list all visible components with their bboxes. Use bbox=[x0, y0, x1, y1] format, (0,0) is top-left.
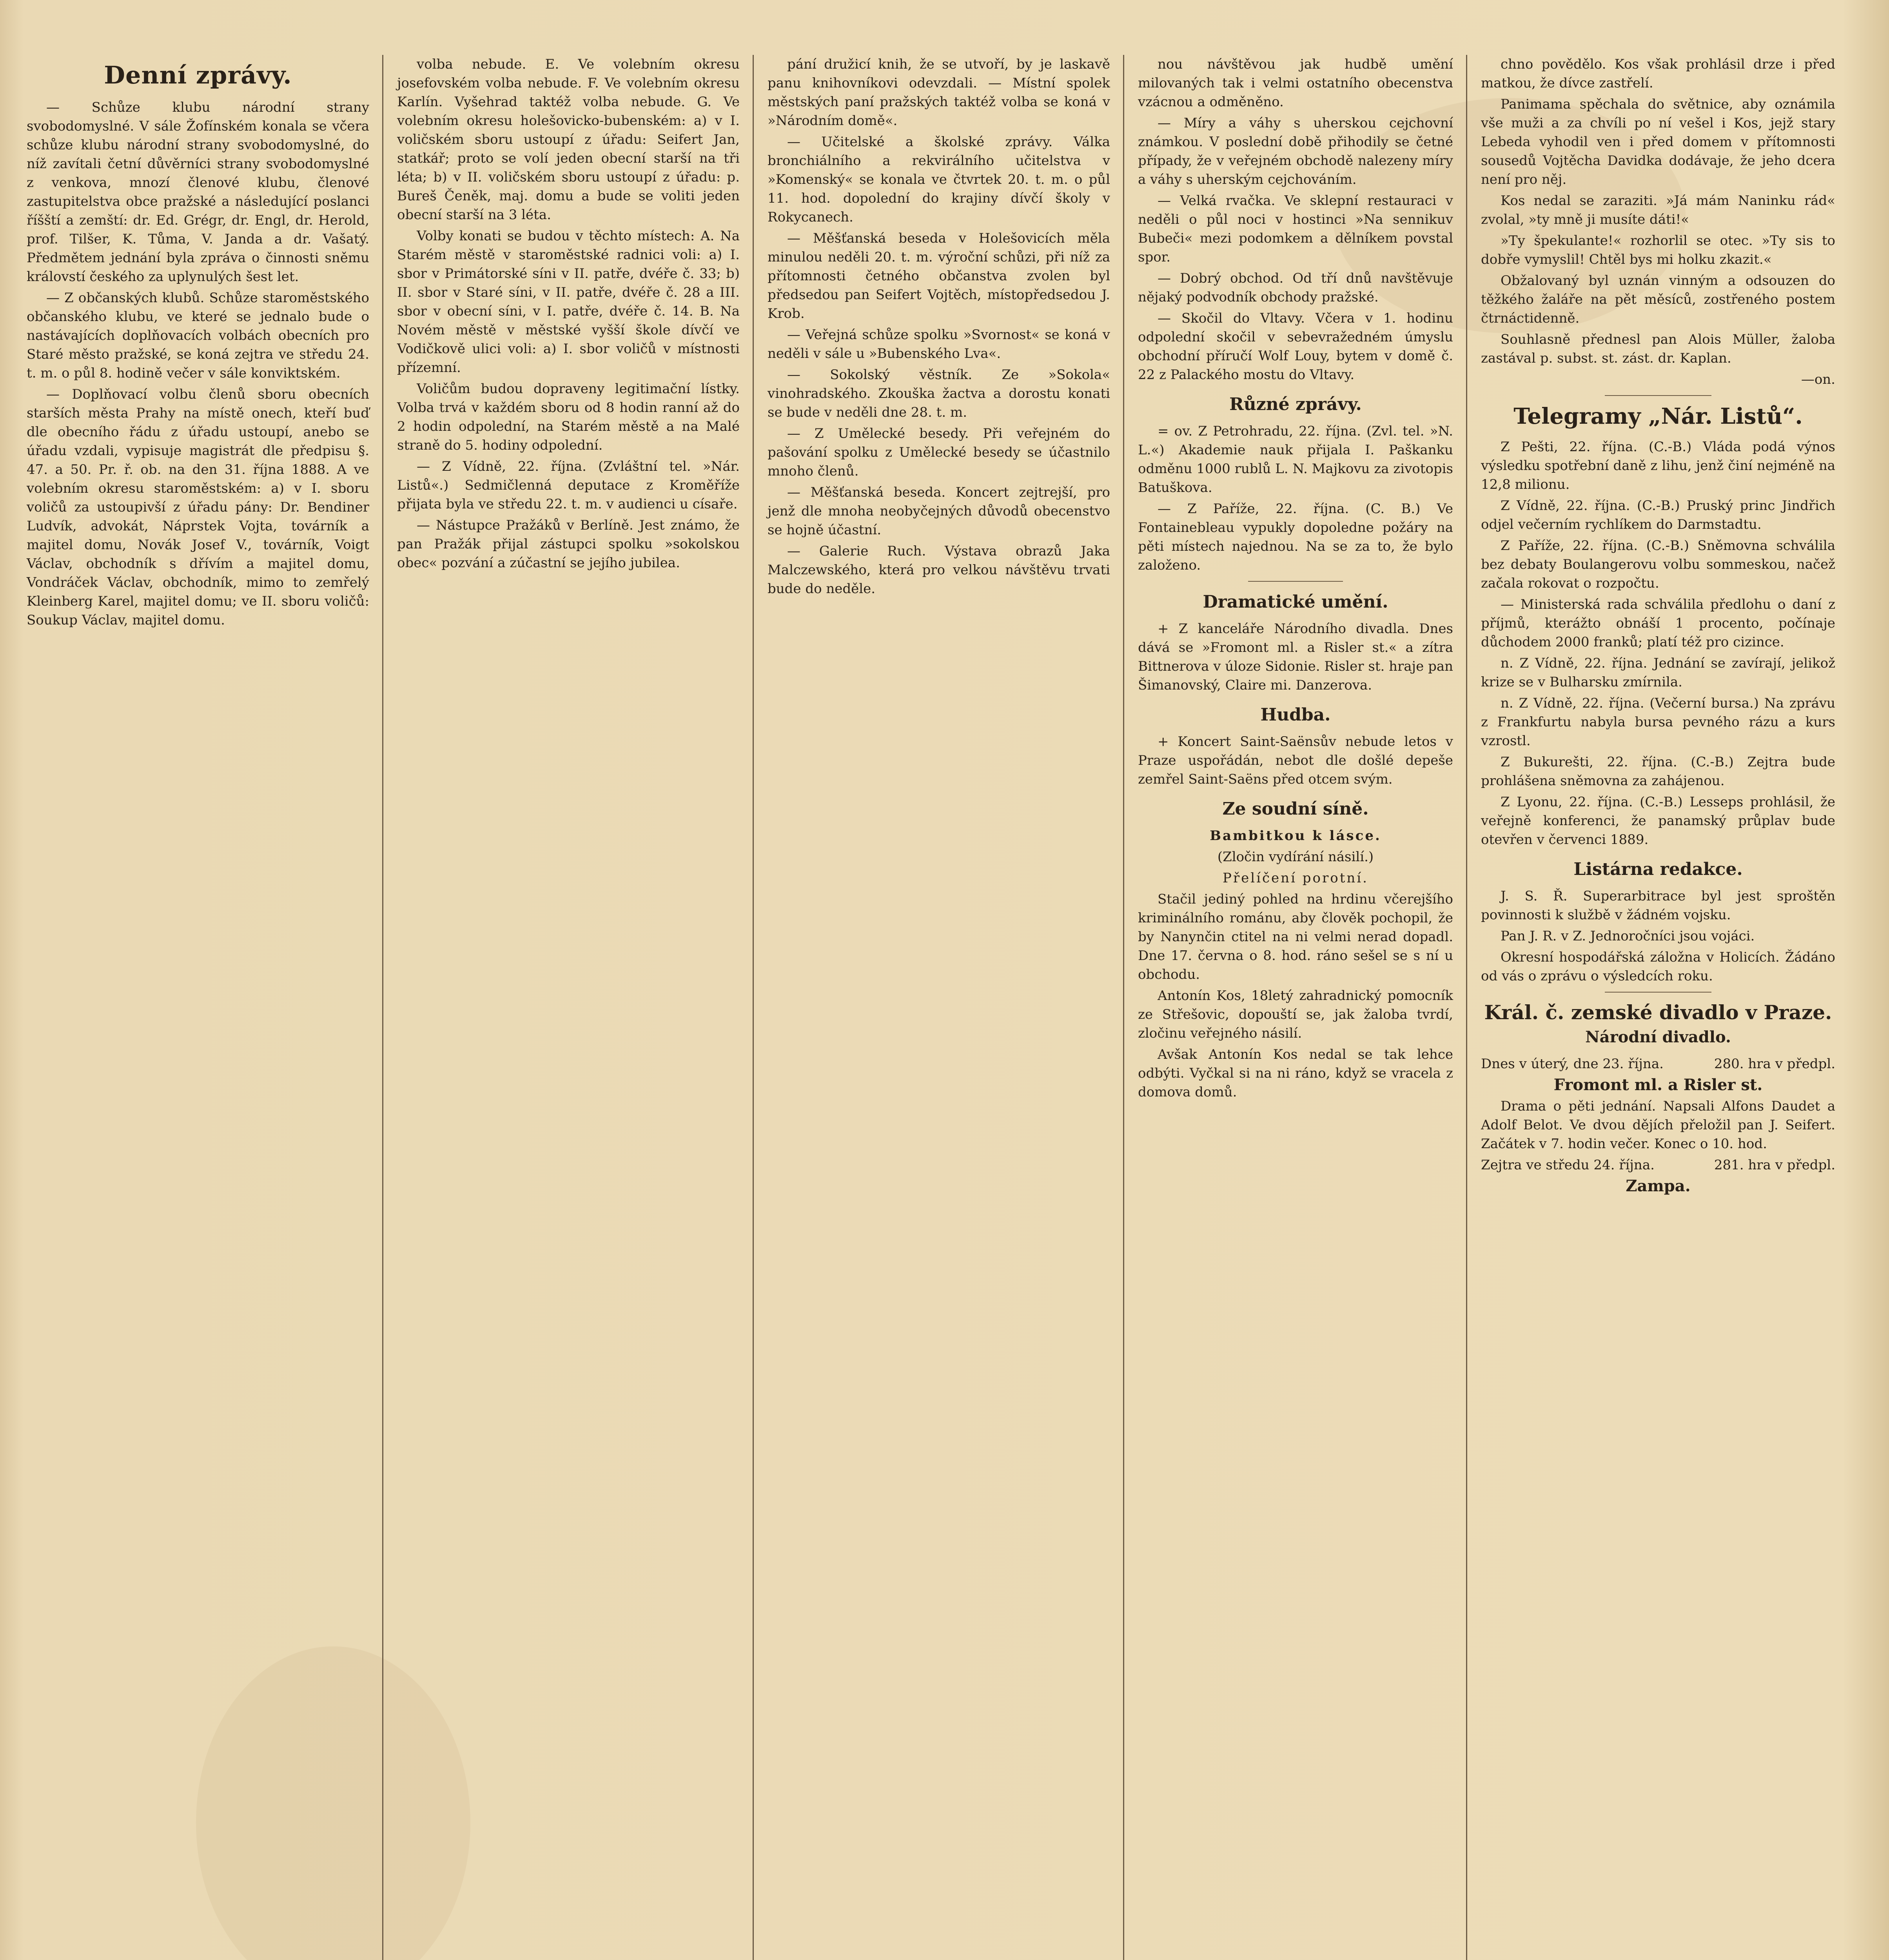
section-title: Denní zprávy. bbox=[104, 61, 292, 89]
article-paragraph: Avšak Antonín Kos nedal se tak lehce odbýti. Vyčkal si na ni ráno, když se vracela z domova domů. bbox=[1138, 1047, 1453, 1100]
telegram-item: Z Bukurešti, 22. října. (C.-B.) Zejtra bude prohlášena sněmovna za zahájenou. bbox=[1481, 754, 1835, 789]
section-heading-soud: Ze soudní síně. bbox=[1222, 799, 1369, 819]
program-number: 281. hra v předpl. bbox=[1714, 1157, 1835, 1173]
telegram-item: Z Lyonu, 22. října. (C.-B.) Lesseps prohlásil, že veřejně konferenci, že panamský průplav bude otevřen v červenci 1889. bbox=[1481, 794, 1835, 848]
telegram-item: n. Z Vídně, 22. října. (Večerní bursa.) Na zprávu z Frankfurtu nabyla bursa pevného rázu a kurs vzrostl. bbox=[1481, 695, 1835, 749]
article-paragraph: — Galerie Ruch. Výstava obrazů Jaka Malczewského, která pro velkou návštěvu trvati bude do neděle. bbox=[768, 543, 1110, 597]
program-date: Dnes v úterý, dne 23. října. bbox=[1481, 1056, 1664, 1072]
article-paragraph: = ov. Z Petrohradu, 22. října. (Zvl. tel. »N. L.«) Akademie nauk přijala I. Paškanku odměnu 1000 rublů L. N. Majkovu za zivotopis Batuškova. bbox=[1138, 423, 1453, 495]
section-heading-dramaticke: Dramatické umění. bbox=[1203, 592, 1388, 612]
article-subtitle: Bambitkou k lásce. bbox=[1210, 828, 1381, 844]
separator bbox=[1248, 581, 1343, 582]
article-paragraph: — Veřejná schůze spolku »Svornost« se koná v neděli v sále u »Bubenského Lva«. bbox=[768, 327, 1110, 361]
listarna-item: Pan J. R. v Z. Jednoročníci jsou vojáci. bbox=[1501, 928, 1755, 944]
column-1 bbox=[16, 55, 380, 1960]
play-title: Fromont ml. a Risler st. bbox=[1553, 1076, 1763, 1094]
article-paragraph: — Sokolský věstník. Ze »Sokola« vinohradského. Zkouška žactva a dorostu konati se bude v neděli dne 28. t. m. bbox=[768, 367, 1110, 420]
section-heading-ruzne: Různé zprávy. bbox=[1229, 394, 1362, 414]
program-date: Zejtra ve středu 24. října. bbox=[1481, 1157, 1655, 1173]
article-paragraph: volba nebude. E. Ve volebním okresu josefovském volba nebude. F. Ve volebním okresu Karlín. Vyšehrad taktéž volba nebude. G. Ve volebním okresu holešovicko-bubenském: a) v I. voličském sboru ustoupí z úřadu: Seifert Jan, statkář; proto se volí jeden obecní starší na tři léta; b) v II. voličském sboru ustoupí z úřadu: p. Bureš Čeněk, maj. domu a bude se voliti jeden obecní starší na 3 léta. bbox=[397, 56, 740, 223]
article-paragraph: — Měšťanská beseda v Holešovicích měla minulou neděli 20. t. m. výroční schůzi, při níž za přítomnosti četného občanstva zvolen byl předsedou pan Seifert Vojtěch, místopředsedou J. Krob. bbox=[768, 230, 1110, 321]
column-2 bbox=[386, 55, 751, 1960]
telegram-item: Z Paříže, 22. října. (C.-B.) Sněmovna schválila bez debaty Boulangerovu volbu sommeskou, načež začala rokovat o rozpočtu. bbox=[1481, 538, 1835, 591]
article-paragraph: — Měšťanská beseda. Koncert zejtrejší, pro jenž dle mnoha neobyčejných důvodů obecenstvo se hojně účastní. bbox=[768, 485, 1110, 538]
program-number: 280. hra v předpl. bbox=[1714, 1056, 1835, 1072]
article-paragraph: — Z Paříže, 22. října. (C. B.) Ve Fontainebleau vypukly dopoledne požáry na pěti místech najednou. Na se za to, že bylo založeno. bbox=[1138, 501, 1453, 573]
telegram-item: Z Vídně, 22. října. (C.-B.) Pruský princ Jindřich odjel večerním rychlíkem do Darmstadtu. bbox=[1481, 498, 1835, 532]
telegram-heading: Telegramy „Nár. Listů“. bbox=[1513, 403, 1803, 429]
play-description: Drama o pěti jednání. Napsali Alfons Daudet a Adolf Belot. Ve dvou dějích přeložil pan J. Seifert. Začátek v 7. hodin večer. Konec o 10. hod. bbox=[1481, 1098, 1835, 1152]
article-paragraph: — Z Vídně, 22. října. (Zvláštní tel. »Nár. Listů«.) Sedmičlenná deputace z Kroměříže přijata byla ve středu 22. t. m. v audienci u císaře. bbox=[397, 459, 740, 512]
theatre-subtitle: Národní divadlo. bbox=[1585, 1028, 1731, 1046]
column-divider bbox=[753, 55, 754, 1960]
article-paragraph: nou návštěvou jak hudbě umění milovaných tak i velmi ostatního obecenstva vzácnou a odměněno. bbox=[1138, 56, 1453, 110]
article-paragraph: — Míry a váhy s uherskou cejchovní známkou. V poslední době přihodily se četné případy, že v veřejném obchodě nalezeny míry a váhy s uherským cejchováním. bbox=[1138, 115, 1453, 187]
article-paragraph: Volby konati se budou v těchto místech: A. Na Starém městě v staroměstské radnici voli: a) I. sbor v Primátorské síni v II. patře, dvéře č. 33; b) II. sbor v Staré síni, v II. patře, dvéře č. 28 a III. sbor v obecní síni, v I. patře, dvéře č. 14. B. Na Novém městě v městské vyšší škole dívčí ve Vodičkově ulici voli: a) I. sbor voličů v místnosti přízemní. bbox=[397, 228, 740, 376]
article-paragraph: Panimama spěchala do světnice, aby oznámila vše muži a za chvíli po ní vešel i Kos, jejž stary Lebeda vyhodil ven i před domem v přítomnosti sousedů Vojtěcha Davidka dodávaje, že jeho dcera není pro něj. bbox=[1481, 96, 1835, 187]
article-paragraph: chno povědělo. Kos však prohlásil drze i před matkou, že dívce zastřelí. bbox=[1481, 56, 1835, 91]
section-heading-hudba: Hudba. bbox=[1260, 705, 1331, 725]
article-paragraph: — Z Umělecké besedy. Při veřejném do pašování spolku z Umělecké besedy se účastnilo mnoho členů. bbox=[768, 426, 1110, 479]
program-day bbox=[1481, 1054, 1835, 1073]
article-paragraph: — Z občanských klubů. Schůze staroměstského občanského klubu, ve které se jednalo bude o nastávajících doplňovacích volbách obecních pro Staré město pražské, se koná zejtra ve středu 24. t. m. o půl 8. hodině večer v sále konviktském. bbox=[27, 290, 369, 381]
article-paragraph: — Nástupce Pražáků v Berlíně. Jest známo, že pan Pražák přijal zástupci spolku »sokolskou obec« pozvání a zúčastní se jejího jubilea. bbox=[397, 517, 740, 571]
theatre-title: Král. č. zemské divadlo v Praze. bbox=[1484, 1001, 1832, 1024]
column-divider bbox=[1466, 55, 1467, 1960]
telegram-item: — Ministerská rada schválila předlohu o daní z příjmů, kterážto obnáší 1 procento, počínaje důchodem 2000 franků; platí též pro cizince. bbox=[1481, 597, 1835, 650]
separator bbox=[1605, 395, 1711, 396]
article-paragraph: — Učitelské a školské zprávy. Válka bronchiálního a rekvirálního učitelstva v »Komenský« se konala ve čtvrtek 20. t. m. o půl 11. hod. dopolední do krajiny dívčí školy v Rokycanech. bbox=[768, 134, 1110, 225]
article-paragraph: — Schůze klubu národní strany svobodomyslné. V sále Žofínském konala se včera schůze klubu národní strany svobodomyslné, do níž zavítali četní důvěrníci strany svobodomyslné z venkova, mnozí členové klubu, členové zastupitelstva obce pražské a následující poslanci říšští a zemští: dr. Ed. Grégr, dr. Engl, dr. Herold, prof. Tilšer, K. Tůma, V. Janda a dr. Vašatý. Předmětem jednání byla zpráva o činnosti sněmu královstí českého za uplynulých šest let. bbox=[27, 100, 369, 285]
article-paragraph: — Velká rvačka. Ve sklepní restauraci v neděli o půl noci v hostinci »Na sennikuv Bubeči« mezi podomkem a dělníkem povstal spor. bbox=[1138, 193, 1453, 265]
program-day bbox=[1481, 1156, 1835, 1174]
article-paragraph: Voličům budou dopraveny legitimační lístky. Volba trvá v každém sboru od 8 hodin ranní až do 2 hodin odpolední, na Starém městě a na Malé straně do 5. hodiny odpolední. bbox=[397, 381, 740, 453]
article-paragraph: »Ty špekulante!« rozhorlil se otec. »Ty sis to dobře vymyslil! Chtěl bys mi holku zkazit.« bbox=[1481, 233, 1835, 267]
separator bbox=[1605, 992, 1711, 993]
column-divider bbox=[1123, 55, 1124, 1960]
telegram-item: n. Z Vídně, 22. října. Jednání se zavírají, jelikož krize se v Bulharsku zmírnila. bbox=[1481, 655, 1835, 690]
column-divider bbox=[382, 55, 383, 1960]
article-paragraph: Stačil jediný pohled na hrdinu včerejšího kriminálního románu, aby člověk pochopil, že by Nanynčin ctitel na ni velmi nerad dopadl. Dne 17. června o 8. hod. ráno sešel se s ní u obchodu. bbox=[1138, 891, 1453, 982]
article-paragraph: — Skočil do Vltavy. Včera v 1. hodinu odpolední skočil v sebevražedném úmyslu obchodní příručí Wolf Louy, bytem v domě č. 22 z Palackého mostu do Vltavy. bbox=[1138, 310, 1453, 383]
article-paragraph: Kos nedal se zaraziti. »Já mám Naninku rád« zvolal, »ty mně ji musíte dáti!« bbox=[1481, 193, 1835, 227]
play-title: Zampa. bbox=[1626, 1177, 1691, 1195]
article-paragraph: — Dobrý obchod. Od tří dnů navštěvuje nějaký podvodník obchody pražské. bbox=[1138, 270, 1453, 305]
article-paragraph: — Doplňovací volbu členů sboru obecních starších města Prahy na místě onech, kteří buď dle obecního řádu z úřadu ustoupí, anebo se úřadu vzdali, vypisuje magistrát dle předpisu §. 47. a 50. Pr. ř. ob. na den 31. října 1888. A ve volebním okresu staroměstském: a) v I. sboru voličů za ustoupivší z úřadu pány: Dr. Bendiner Ludvík, advokát, Náprstek Vojta, továrník a majitel domu, Novák Josef V., továrník, Voigt Václav, obchodník s dřívím a majitel domu, Vondráček Václav, obchodník, mimo to zemřelý Kleinberg Karel, majitel domu; ve II. sboru voličů: Soukup Václav, majitel domu. bbox=[27, 387, 369, 628]
column-5 bbox=[1470, 55, 1846, 1960]
telegram-item: Z Pešti, 22. října. (C.-B.) Vláda podá výnos výsledku spotřební daně z lihu, jenž činí nejméně na 12,8 milionu. bbox=[1481, 439, 1835, 492]
column-4 bbox=[1127, 55, 1464, 1960]
article-signature: —on. bbox=[1801, 372, 1835, 387]
article-paragraph: pání družicí knih, že se utvoří, by je laskavě panu knihovníkovi odevzdali. — Místní spolek městských paní pražských taktéž volba se koná v »Národním domě«. bbox=[768, 56, 1110, 129]
article-paragraph: + Z kanceláře Národního divadla. Dnes dává se »Fromont ml. a Risler st.« a zítra Bittnerova v úloze Sidonie. Risler st. hraje pan Šimanovský, Claire mi. Danzerova. bbox=[1138, 621, 1453, 693]
column-3 bbox=[757, 55, 1121, 1960]
listarna-heading: Listárna redakce. bbox=[1573, 859, 1743, 879]
article-paragraph: Souhlasně přednesl pan Alois Müller, žaloba zastával p. subst. st. zást. dr. Kaplan. bbox=[1481, 332, 1835, 366]
article-paragraph: Obžalovaný byl uznán vinným a odsouzen do těžkého žaláře na pět měsíců, zostřeného postem čtrnáctidenně. bbox=[1481, 273, 1835, 326]
article-note: (Zločin vydírání násilí.) bbox=[1217, 849, 1374, 865]
article-subtitle: Přelíčení porotní. bbox=[1223, 870, 1368, 886]
listarna-item: J. S. Ř. Superarbitrace byl jest sproštěn povinnosti k službě v žádném vojsku. bbox=[1481, 888, 1835, 923]
article-paragraph: Antonín Kos, 18letý zahradnický pomocník ze Střešovic, dopouští se, jak žaloba tvrdí, zločinu veřejného násilí. bbox=[1138, 988, 1453, 1041]
article-paragraph: + Koncert Saint-Saënsův nebude letos v Praze uspořádán, nebot dle došlé depeše zemřel Saint-Saëns před otcem svým. bbox=[1138, 734, 1453, 787]
listarna-item: Okresní hospodářská záložna v Holicích. Žádáno od vás o zprávu o výsledcích roku. bbox=[1481, 949, 1835, 984]
